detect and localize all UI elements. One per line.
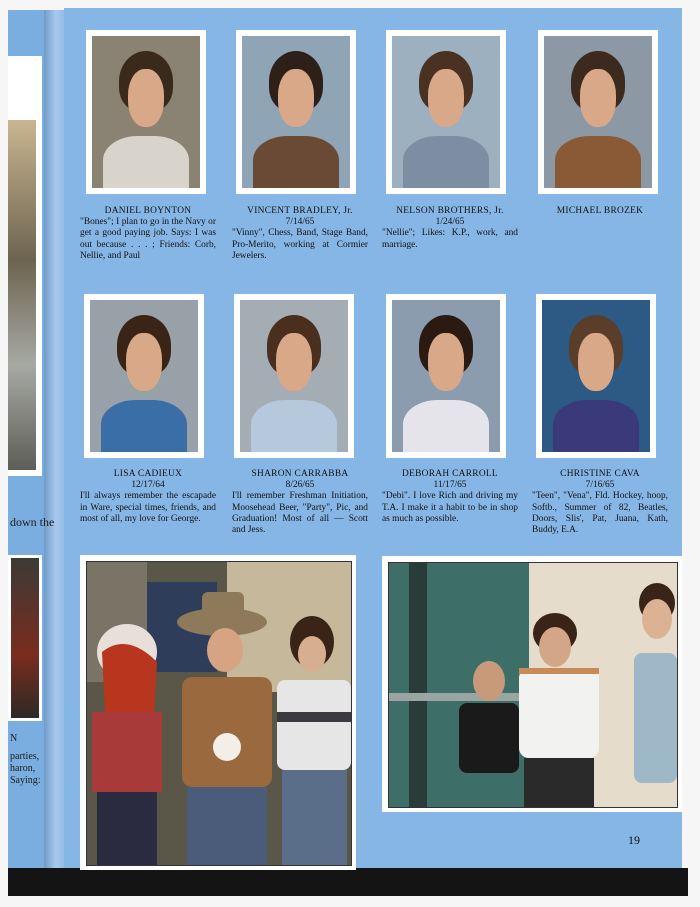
portrait-daniel-boynton [86, 30, 206, 194]
student-name: DEBORAH CARROLL [402, 469, 498, 479]
portrait-face [578, 333, 615, 391]
birth-date: 7/14/65 [285, 217, 315, 228]
student-name: NELSON BROTHERS, Jr. [396, 206, 504, 216]
birth-date: 1/24/65 [435, 217, 465, 228]
portrait-clothing [253, 136, 339, 188]
portrait-photo [544, 36, 652, 188]
portrait-photo [242, 36, 350, 188]
student-quote: "Nellie"; Likes: K.P., work, and marriage. [382, 228, 518, 250]
caption-nelson-brothers [382, 206, 518, 251]
caption-sharon-carrabba [232, 469, 368, 536]
portrait-lisa-cadieux [84, 294, 204, 458]
portrait-nelson-brothers [386, 30, 506, 194]
facing-page-photo-edge [8, 120, 36, 470]
portrait-photo [92, 36, 200, 188]
caption-vincent-bradley [232, 206, 368, 262]
portrait-clothing [553, 400, 639, 452]
portrait-clothing [251, 400, 337, 452]
student-quote: "Teen", "Vena", Fld. Hockey, hoop, Softb., Summer of 82, Beatles, Doors, Slis', Pat, Juana, Kath, Buddy, E.A. [532, 491, 668, 536]
facing-text-fragment: N [10, 733, 18, 744]
portrait-face [276, 333, 313, 391]
candid-scene-hallway [87, 562, 351, 865]
caption-daniel-boynton [80, 206, 216, 262]
candid-photo-image [86, 561, 352, 866]
caption-christine-cava [532, 469, 668, 536]
portrait-face [128, 69, 165, 127]
candid-scene-lockers [389, 563, 677, 807]
birth-date: 7/16/65 [585, 480, 615, 491]
student-name: DANIEL BOYNTON [104, 206, 192, 216]
student-name: MICHAEL BROZEK [556, 206, 644, 216]
portrait-face [428, 333, 465, 391]
portrait-photo [392, 36, 500, 188]
portrait-vincent-bradley [236, 30, 356, 194]
candid-photo-hallway [80, 555, 356, 870]
portrait-clothing [555, 136, 641, 188]
portrait-photo [90, 300, 198, 452]
portrait-clothing [103, 136, 189, 188]
portrait-face [580, 69, 617, 127]
student-name: SHARON CARRABBA [251, 469, 349, 479]
facing-text-fragment: down the [10, 515, 55, 529]
portrait-christine-cava [536, 294, 656, 458]
facing-page-photo-edge-2 [8, 555, 42, 721]
portrait-face [278, 69, 315, 127]
caption-michael-brozek [532, 206, 668, 217]
birth-date: 11/17/65 [433, 480, 467, 491]
student-quote: "Vinny", Chess, Band, Stage Band, Pro-Merito, working at Cormier Jewelers. [232, 228, 368, 261]
portrait-clothing [101, 400, 187, 452]
student-name: VINCENT BRADLEY, Jr. [247, 206, 353, 216]
scan-bottom-edge [8, 868, 688, 896]
student-quote: "Bones"; I plan to go in the Navy or get a good paying job. Says: I was out because . . . ; Friends: Corb, Nellie, and Paul [80, 217, 216, 261]
student-name: LISA CADIEUX [113, 469, 183, 479]
caption-deborah-carroll [382, 469, 518, 525]
page-number: 19 [628, 833, 640, 847]
portrait-photo [240, 300, 348, 452]
portrait-michael-brozek [538, 30, 658, 194]
portrait-deborah-carroll [386, 294, 506, 458]
portrait-photo [542, 300, 650, 452]
facing-text-fragment: haron, [10, 763, 36, 774]
student-quote: I'll always remember the escapade in Ware, special times, friends, and most of all, my love for George. [80, 491, 216, 524]
birth-date: 12/17/64 [131, 480, 165, 491]
student-quote: "Debi". I love Rich and driving my T.A. I make it a habit to be in shop as much as possible. [382, 491, 518, 524]
portrait-clothing [403, 136, 489, 188]
birth-date: 8/26/65 [285, 480, 315, 491]
candid-photo-image [388, 562, 678, 808]
portrait-photo [392, 300, 500, 452]
student-quote: I'll remember Freshman Initiation, Moosehead Beer, "Party", Pic, and Graduation! Most of all — Scott and Jess. [232, 491, 368, 536]
portrait-face [428, 69, 465, 127]
caption-lisa-cadieux [80, 469, 216, 525]
portrait-clothing [403, 400, 489, 452]
portrait-sharon-carrabba [234, 294, 354, 458]
portrait-face [126, 333, 163, 391]
candid-photo-lockers [382, 556, 682, 812]
facing-text-fragment: Saying: [10, 775, 41, 786]
student-name: CHRISTINE CAVA [560, 469, 640, 479]
facing-text-fragment: parties, [10, 751, 40, 762]
